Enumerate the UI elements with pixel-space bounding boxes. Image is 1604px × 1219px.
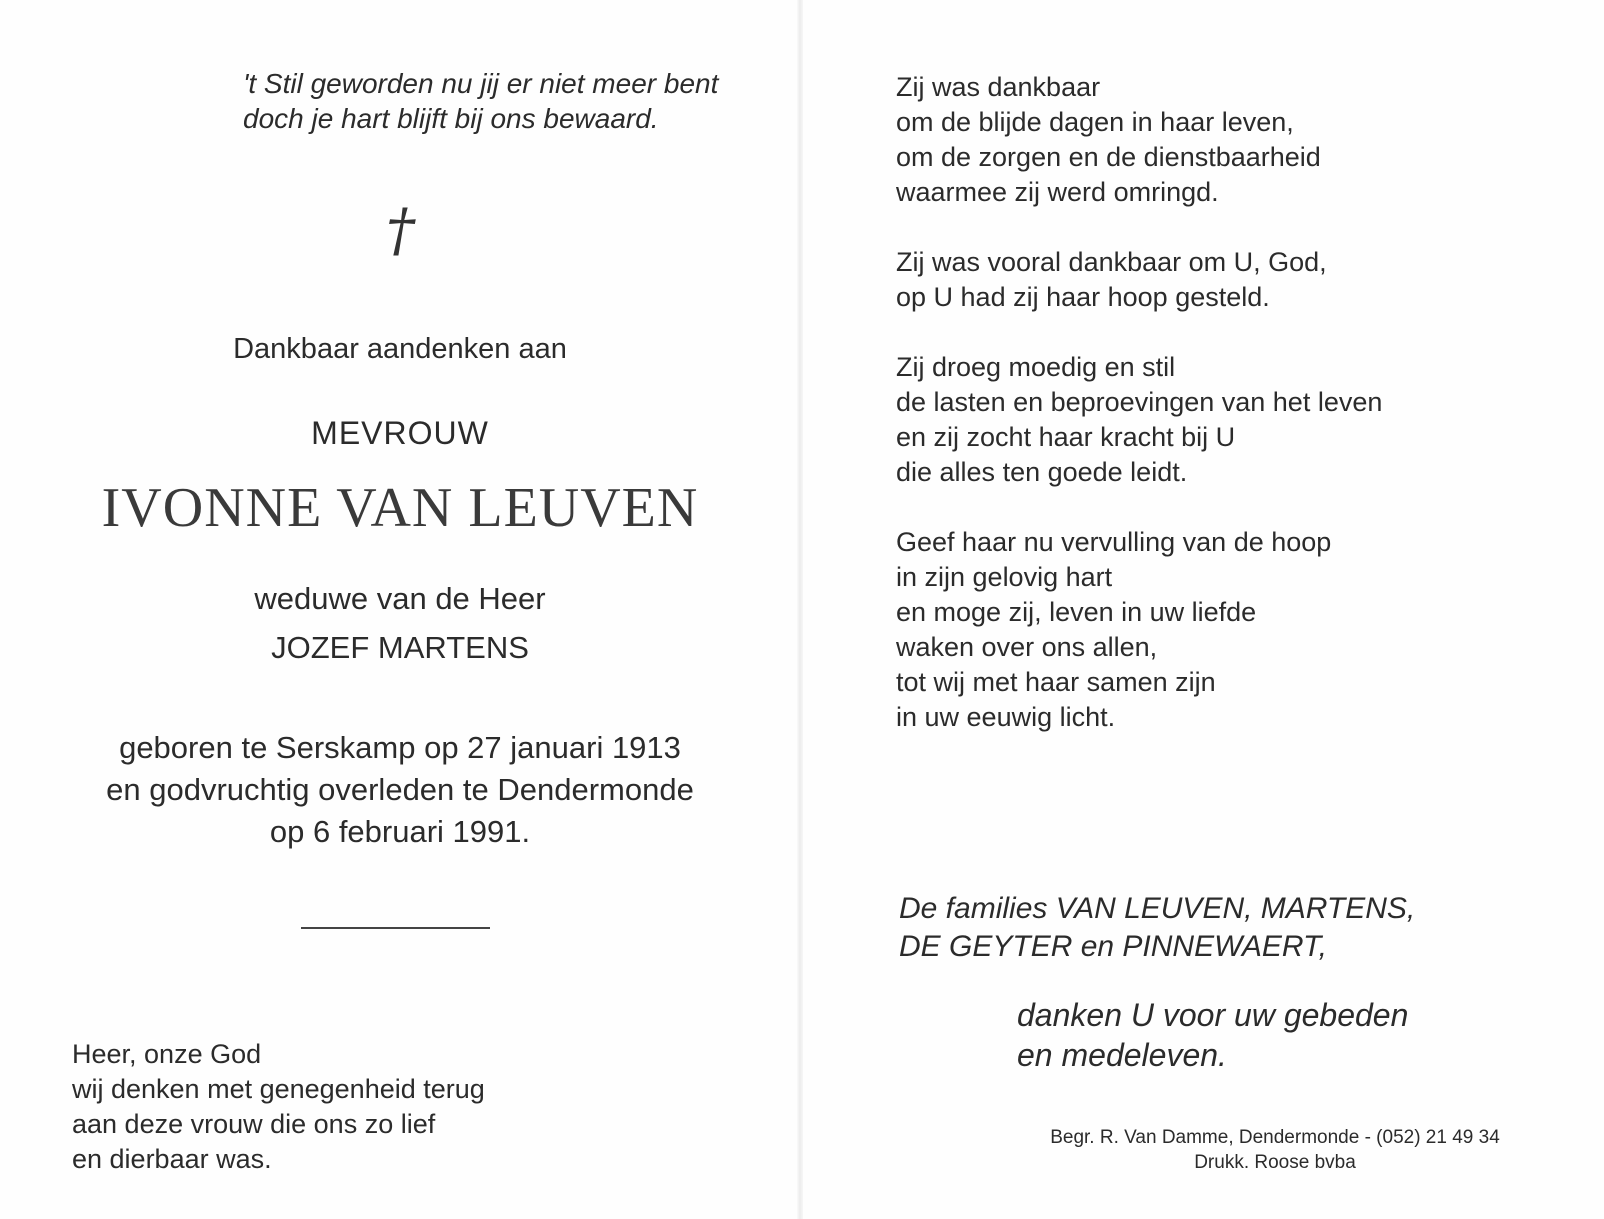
left-panel [0,0,797,1219]
motto-line: doch je hart blijft bij ons bewaard. [243,103,659,134]
prayer-line: wij denken met genegenheid terug [72,1074,485,1104]
motto-line: 't Stil geworden nu jij er niet meer bent [243,68,719,99]
deceased-name: IVONNE VAN LEUVEN [101,477,699,539]
prayer-line: aan deze vrouw die ons zo lief [72,1109,436,1139]
families-line: DE GEYTER en PINNEWAERT, [899,930,1327,963]
poem-line: tot wij met haar samen zijn [896,667,1216,697]
spouse-info [60,574,740,672]
poem-stanza [896,70,1382,210]
dates-line: op 6 februari 1991. [269,814,531,849]
spouse-line: weduwe van de Heer [254,581,546,616]
prayer-line: en dierbaar was. [72,1144,272,1174]
poem-line: die alles ten goede leidt. [896,457,1188,487]
poem-stanza [896,525,1382,735]
poem-line: de lasten en beproevingen van het leven [896,387,1383,417]
prayer [72,1037,485,1177]
intro-text: Dankbaar aandenken aan [233,333,567,365]
thanks-line: danken U voor uw gebeden [1017,997,1409,1033]
life-dates [60,727,740,853]
cross-icon: † [386,196,415,264]
honorific: MEVROUW [311,415,489,451]
families [899,890,1415,966]
families-line: De families VAN LEUVEN, MARTENS, [899,892,1416,925]
poem-line: en moge zij, leven in uw liefde [896,597,1257,627]
printer-line: Begr. R. Van Damme, Dendermonde - (052) 21 49 34 [1050,1127,1500,1148]
poem-line: en zij zocht haar kracht bij U [896,422,1236,452]
poem-line: om de zorgen en de dienstbaarheid [896,142,1321,172]
poem-line: Zij was vooral dankbaar om U, God, [896,247,1327,277]
thanks-line: en medeleven. [1017,1037,1227,1073]
prayer-line: Heer, onze God [72,1039,262,1069]
poem-line: in uw eeuwig licht. [896,702,1116,732]
thanks [1017,995,1408,1075]
poem-stanza [896,350,1382,490]
divider [301,927,490,929]
poem-line: Zij droeg moedig en stil [896,352,1176,382]
poem-line: op U had zij haar hoop gesteld. [896,282,1270,312]
motto [243,66,718,136]
poem [896,70,1382,770]
poem-stanza [896,245,1382,315]
poem-line: om de blijde dagen in haar leven, [896,107,1294,137]
poem-line: waarmee zij werd omringd. [896,177,1219,207]
dates-line: en godvruchtig overleden te Dendermonde [106,772,694,807]
printer-credit [960,1125,1590,1175]
dates-line: geboren te Serskamp op 27 januari 1913 [119,730,681,765]
spouse-name: JOZEF MARTENS [271,630,529,665]
poem-line: in zijn gelovig hart [896,562,1113,592]
printer-line: Drukk. Roose bvba [1194,1152,1356,1173]
poem-line: Geef haar nu vervulling van de hoop [896,527,1332,557]
poem-line: Zij was dankbaar [896,72,1101,102]
poem-line: waken over ons allen, [896,632,1158,662]
